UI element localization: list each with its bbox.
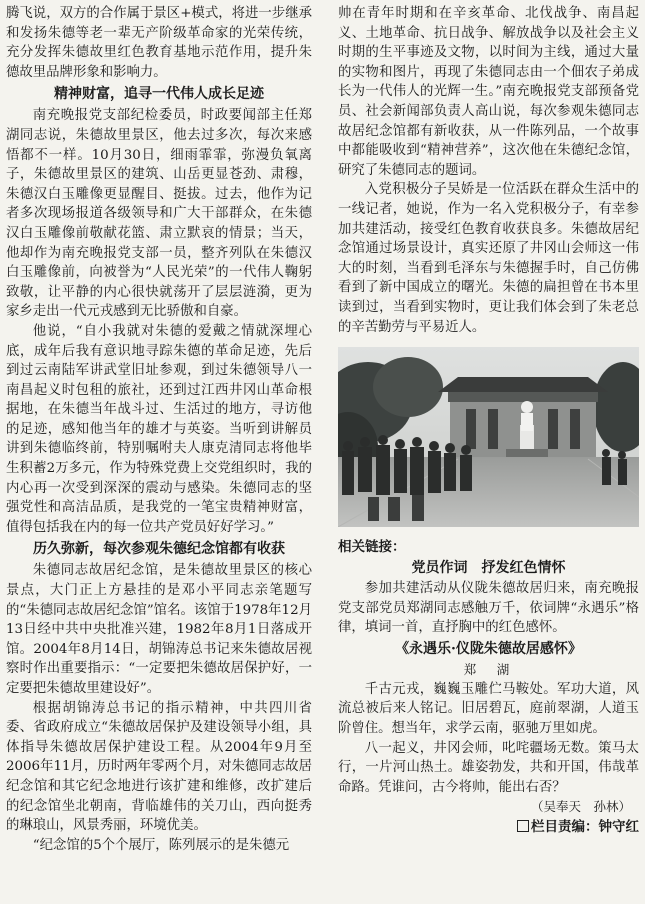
memorial-hall-photo-image xyxy=(338,347,639,527)
memorial-hall-photo xyxy=(338,347,639,527)
square-icon xyxy=(517,820,529,832)
body-paragraph: 根据胡锦涛总书记的指示精神，中共四川省委、省政府成立“朱德故居保护及建设领导小组，具体指导朱德故居保护建设工程。从2004年9月至2006年11月，历时两年零两个月，对朱德同志故居纪念馆和其它纪念地进行该扩建和维修，改扩建后的纪念馆坐北朝南，背临雄伟的关刀山，西向挺秀的琳琅山，风景秀丽，环境优美。 xyxy=(6,700,312,834)
body-paragraph: “纪念馆的5个个展厅，陈列展示的是朱德元 xyxy=(32,837,290,853)
body-paragraph: 帅在青年时期和在辛亥革命、北伐战争、南昌起义、土地革命、抗日战争、解放战争以及社会主义时期的生平事迹及文物，以时间为主线，通过大量的实物和图片，再现了朱德同志由一个佃农子弟成长为一代伟人的光辉一生。”南充晚报党支部预备党员、社会新闻部负责人高山说，每次参观朱德同志故居纪念馆都有新收获，从一件陈列品，一个故事中都能吸收到“精神营养”，这次他在朱德纪念馆，研究了朱德同志的题词。 xyxy=(338,6,639,178)
body-paragraph: 参加共建活动从仪陇朱德故居归来，南充晚报党支部党员郑湖同志感触万千，依词牌“永遇乐”格律，填词一首，直抒胸中的红色感怀。 xyxy=(338,581,639,636)
poem-stanza: 千古元戎，巍巍玉雕伫马鞍处。军功大道，风流总被后来人铭记。旧居碧瓦，庭前翠湖，人道玉阶曾住。想当年，求学云南，驱驰万里如虎。 xyxy=(338,681,639,737)
related-link-title: 党员作词 抒发红色情怀 xyxy=(411,560,566,577)
left-column xyxy=(6,4,312,855)
body-paragraph: 入党积极分子吴娇是一位活跃在群众生活中的一线记者，她说，作为一名入党积极分子，有幸参加共建活动，接受红色教育收获良多。朱德故居纪念馆通过场景设计，真实还原了井冈山会师这一伟大的时刻，当看到毛泽东与朱德握手时，自己仿佛看到了新中国成立的曙光。朱德的扁担曾在书本里读到过，当看到实物时，更让我们体会到了朱老总的辛苦勤劳与平易近人。 xyxy=(338,182,639,335)
section-heading-spiritual-wealth: 精神财富，追寻一代伟人成长足迹 xyxy=(54,86,264,103)
column-editor-label: 栏目责编：钟守红 xyxy=(531,819,639,836)
poem-title: 《永遇乐·仪陇朱德故居感怀》 xyxy=(395,640,582,657)
body-paragraph: 腾飞说，双方的合作属于景区+模式，将进一步继承和发扬朱德等老一辈无产阶级革命家的光荣传统，充分发挥朱德故里红色教育基地示范作用，提升朱德故里品牌形象和影响力。 xyxy=(6,6,312,80)
author-credit: （吴奉天 孙林） xyxy=(530,799,631,815)
poem-stanza: 八一起义，井冈会师，叱咤疆场无数。策马太行，一片河山热土。雄姿勃发，共和开国，伟哉革命路。凭谁问，古今将帅，能出右否？ xyxy=(338,740,639,795)
section-heading-museum-visit: 历久弥新，每次参观朱德纪念馆都有收获 xyxy=(33,541,285,558)
body-paragraph: 朱德同志故居纪念馆，是朱德故里景区的核心景点，大门正上方悬挂的是邓小平同志亲笔题写的“朱德同志故居纪念馆”馆名。该馆于1978年12月13日经中共中央批准兴建，1982年8月1日落成开馆。2004年8月14日，胡锦涛总书记来朱德故居视察时作出重要指示：“一定要把朱德故居保护好，一定要把朱德故里建设好”。 xyxy=(6,563,312,696)
column-editor xyxy=(338,817,639,837)
body-paragraph: 南充晚报党支部纪检委员，时政要闻部主任郑湖同志说，朱德故里景区，他去过多次，每次来感悟都不一样。10月30日，细雨霏霏，弥漫负氧离子，朱德故里景区的建筑、山岳更显苍劲、肃穆，朱德汉白玉雕像更显醒目、挺拔。过去，他作为记者多次现场报道各级领导和广大干部群众，在朱德汉白玉雕像前敬献花篮、肃立默哀的情景；当天，他却作为南充晚报党支部一员，整齐列队在朱德汉白玉雕像前，向被誉为“人民光荣”的一代伟人鞠躬致敬，让平静的内心很快就荡开了层层涟漪，更为家乡走出一代元戎感到无比骄傲和自豪。 xyxy=(6,108,312,320)
body-paragraph: 他说，“自小我就对朱德的爱戴之情就深埋心底，成年后我有意识地寻踪朱德的革命足迹，先后到过云南陆军讲武堂旧址参观，到过朱德领导八一南昌起义时包租的旅社，还到过江西井冈山革命根据地，在朱德当年战斗过、生活过的地方，寻访他的足迹，感知他当年的雄才与英姿。当听到讲解员讲到朱德临终前，特别嘱咐夫人康克清同志将他毕生积蓄2万多元，作为特殊党费上交党组织时，我的内心再一次受到深深的震动与感染。朱德同志的坚强党性和高洁品质，是我党的一笔宝贵精神财富，值得包括我在内的每一位共产党员好好学习。” xyxy=(6,323,312,535)
poem-author: 郑 湖 xyxy=(463,661,514,677)
right-column xyxy=(338,4,639,837)
related-link-label: 相关链接： xyxy=(338,539,406,556)
